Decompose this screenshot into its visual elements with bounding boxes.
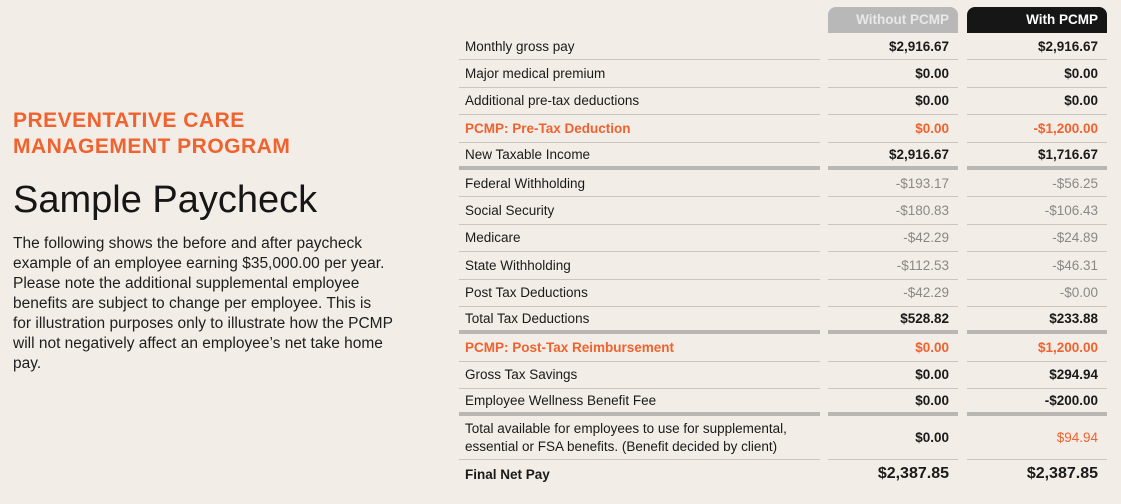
table-row xyxy=(459,225,1107,252)
value-without-pcmp-text: $528.82 xyxy=(900,311,949,327)
value-without-pcmp-text: -$193.17 xyxy=(895,175,949,191)
table-row xyxy=(459,115,1107,142)
row-label xyxy=(459,389,820,416)
row-label xyxy=(459,225,820,252)
value-without-pcmp xyxy=(828,280,958,307)
table-row xyxy=(459,88,1107,115)
row-label-text: Federal Withholding xyxy=(465,175,586,191)
value-without-pcmp xyxy=(828,115,958,142)
row-label-text: PCMP: Pre-Tax Deduction xyxy=(465,120,631,136)
column-header-without-pcmp: Without PCMP xyxy=(828,7,958,33)
row-label-text: PCMP: Post-Tax Reimbursement xyxy=(465,339,675,355)
value-with-pcmp xyxy=(967,115,1107,142)
row-label xyxy=(459,197,820,224)
value-with-pcmp xyxy=(967,143,1107,170)
value-without-pcmp-text: -$42.29 xyxy=(903,285,949,301)
row-label xyxy=(459,170,820,197)
table-row xyxy=(459,389,1107,416)
row-label xyxy=(459,307,820,334)
value-with-pcmp-text: $0.00 xyxy=(1064,66,1098,82)
value-with-pcmp-text: $294.94 xyxy=(1049,367,1098,383)
value-without-pcmp-text: $0.00 xyxy=(915,120,949,136)
row-label-text: Social Security xyxy=(465,203,555,219)
table-row xyxy=(459,460,1107,487)
row-label xyxy=(459,460,820,487)
value-with-pcmp-text: -$56.25 xyxy=(1052,175,1098,191)
value-without-pcmp xyxy=(828,334,958,361)
value-without-pcmp-text: $0.00 xyxy=(915,93,949,109)
row-label-text: State Withholding xyxy=(465,257,571,273)
value-with-pcmp xyxy=(967,389,1107,416)
value-without-pcmp-text: $0.00 xyxy=(915,339,949,355)
value-with-pcmp-text: $2,387.85 xyxy=(1026,465,1098,483)
row-label-text: Medicare xyxy=(465,230,521,246)
row-label-text: Post Tax Deductions xyxy=(465,285,588,301)
table-row xyxy=(459,416,1107,460)
value-with-pcmp-text: $94.94 xyxy=(1056,430,1098,446)
value-without-pcmp xyxy=(828,60,958,87)
row-label-text: Gross Tax Savings xyxy=(465,367,578,383)
value-with-pcmp xyxy=(967,334,1107,361)
value-with-pcmp xyxy=(967,280,1107,307)
row-label-text: Final Net Pay xyxy=(465,466,550,482)
value-without-pcmp xyxy=(828,225,958,252)
row-label xyxy=(459,252,820,279)
value-without-pcmp-text: $0.00 xyxy=(915,430,949,446)
table-row xyxy=(459,252,1107,279)
value-with-pcmp xyxy=(967,33,1107,60)
row-label-text: Total Tax Deductions xyxy=(465,311,590,327)
paycheck-comparison-table xyxy=(459,33,1107,488)
value-without-pcmp-text: $2,387.85 xyxy=(877,465,949,483)
column-header-with-pcmp: With PCMP xyxy=(967,7,1107,33)
table-row xyxy=(459,334,1107,361)
program-eyebrow xyxy=(13,108,403,160)
value-without-pcmp xyxy=(828,307,958,334)
value-with-pcmp xyxy=(967,170,1107,197)
value-with-pcmp xyxy=(967,307,1107,334)
value-without-pcmp xyxy=(828,460,958,487)
value-without-pcmp xyxy=(828,143,958,170)
value-with-pcmp-text: -$46.31 xyxy=(1052,257,1098,273)
value-without-pcmp-text: -$180.83 xyxy=(895,203,949,219)
row-label-text: Major medical premium xyxy=(465,66,606,82)
value-with-pcmp xyxy=(967,197,1107,224)
table-row xyxy=(459,33,1107,60)
page-title: Sample Paycheck xyxy=(13,179,318,221)
value-without-pcmp xyxy=(828,362,958,389)
value-with-pcmp xyxy=(967,416,1107,460)
value-with-pcmp-text: -$1,200.00 xyxy=(1033,120,1098,136)
value-without-pcmp-text: $2,916.67 xyxy=(888,146,949,162)
table-row xyxy=(459,143,1107,170)
value-without-pcmp xyxy=(828,197,958,224)
value-without-pcmp-text: $0.00 xyxy=(915,367,949,383)
row-label-text: Additional pre-tax deductions xyxy=(465,93,640,109)
value-without-pcmp xyxy=(828,389,958,416)
value-without-pcmp xyxy=(828,416,958,460)
value-with-pcmp-text: $0.00 xyxy=(1064,93,1098,109)
value-with-pcmp-text: $1,716.67 xyxy=(1037,146,1098,162)
value-with-pcmp-text: $1,200.00 xyxy=(1037,339,1098,355)
value-with-pcmp-text: -$106.43 xyxy=(1044,203,1098,219)
intro-section xyxy=(13,108,403,374)
eyebrow-line-2: MANAGEMENT PROGRAM xyxy=(13,135,291,158)
table-row xyxy=(459,307,1107,334)
row-label xyxy=(459,280,820,307)
value-without-pcmp-text: $2,916.67 xyxy=(888,38,949,54)
description: The following shows the before and after paycheck example of an employee earning $35,000.00 per year. Please note the additional supplemental employee benefits are subject to change per employee. This is for illustration purposes only to illustrate how the PCMP will not negatively affect an employee’s net take home pay. xyxy=(13,235,393,372)
value-without-pcmp xyxy=(828,252,958,279)
table-row xyxy=(459,60,1107,87)
value-with-pcmp xyxy=(967,362,1107,389)
row-label-text: Employee Wellness Benefit Fee xyxy=(465,393,657,409)
value-without-pcmp xyxy=(828,33,958,60)
row-label-text: New Taxable Income xyxy=(465,146,591,162)
row-label xyxy=(459,115,820,142)
value-with-pcmp-text: -$200.00 xyxy=(1044,393,1098,409)
row-label xyxy=(459,33,820,60)
row-label xyxy=(459,334,820,361)
table-row xyxy=(459,280,1107,307)
table-row xyxy=(459,362,1107,389)
value-with-pcmp xyxy=(967,60,1107,87)
value-without-pcmp xyxy=(828,170,958,197)
value-with-pcmp xyxy=(967,88,1107,115)
eyebrow-line-1: PREVENTATIVE CARE xyxy=(13,109,245,132)
row-label xyxy=(459,88,820,115)
value-with-pcmp xyxy=(967,460,1107,487)
value-with-pcmp-text: $2,916.67 xyxy=(1037,38,1098,54)
row-label xyxy=(459,60,820,87)
value-without-pcmp xyxy=(828,88,958,115)
row-label xyxy=(459,362,820,389)
value-with-pcmp-text: -$24.89 xyxy=(1052,230,1098,246)
row-label xyxy=(459,416,820,460)
value-without-pcmp-text: $0.00 xyxy=(915,393,949,409)
value-with-pcmp-text: -$0.00 xyxy=(1059,285,1098,301)
value-without-pcmp-text: $0.00 xyxy=(915,66,949,82)
value-without-pcmp-text: -$42.29 xyxy=(903,230,949,246)
value-with-pcmp-text: $233.88 xyxy=(1049,311,1098,327)
table-row xyxy=(459,197,1107,224)
table-row xyxy=(459,170,1107,197)
row-label xyxy=(459,143,820,170)
row-label-text: Monthly gross pay xyxy=(465,38,575,54)
value-with-pcmp xyxy=(967,225,1107,252)
value-without-pcmp-text: -$112.53 xyxy=(896,257,949,273)
row-label-text: Total available for employees to use for supplemental, essential or FSA benefits. (Benefit decided by client) xyxy=(465,420,787,454)
value-with-pcmp xyxy=(967,252,1107,279)
